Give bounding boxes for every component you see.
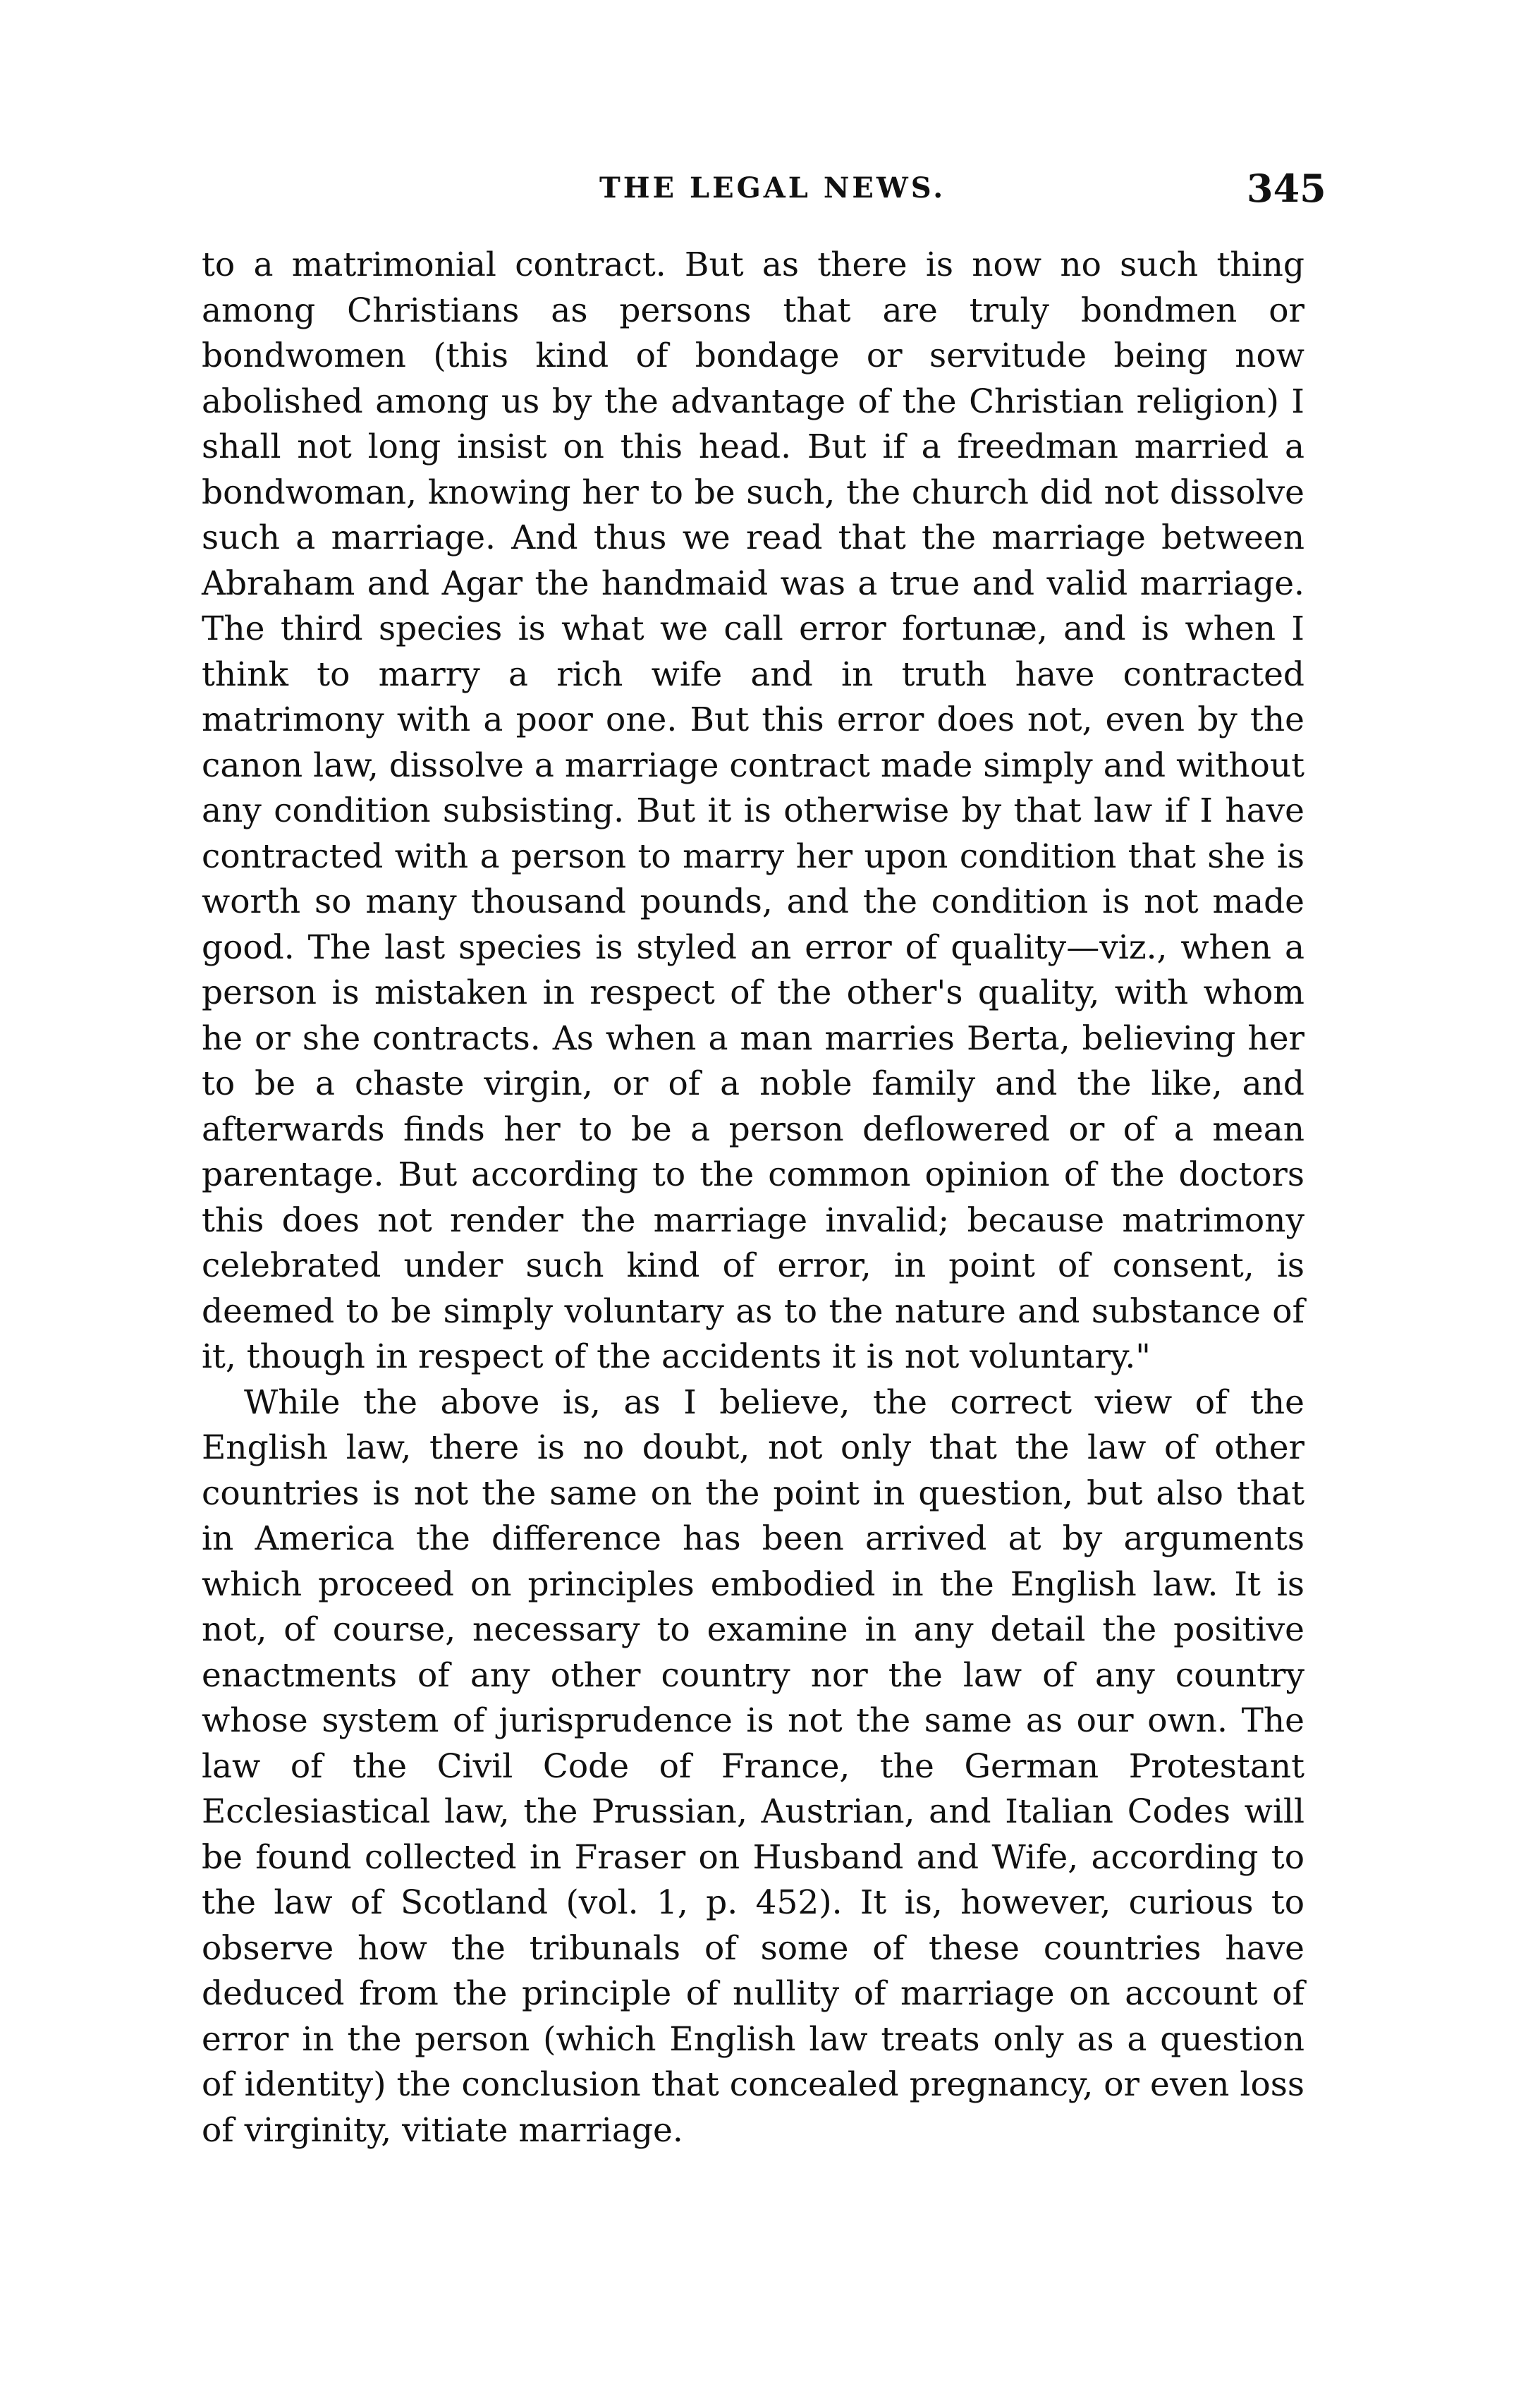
paragraph-2: While the above is, as I believe, the correct view of the English law, there is no doubt, not only that the law of other countries is not the same on the point in question, but also that in America the difference has been arrived at by arguments which proceed on principles embodied in the English law. It is not, of course, necessary to examine in any detail the positive enactments of any other country nor the law of any country whose system of jurisprudence is not the same as our own. The law of the Civil Code of France, the German Protestant Ecclesiastical law, the Prussian, Austrian, and Italian Codes will be found collected in Fraser on Husband and Wife, according to the law of Scotland (vol. 1, p. 452). It is, however, curious to observe how the tribunals of some of these countries have deduced from the principle of nullity of marriage on account of error in the person (which English law treats only as a question of identity) the conclusion that concealed pregnancy, or even loss of virginity, vitiate marriage. bbox=[202, 1382, 1304, 2150]
running-head bbox=[0, 166, 1540, 221]
page-number: 345 bbox=[1247, 166, 1326, 211]
running-title: THE LEGAL NEWS. bbox=[599, 171, 946, 205]
paragraph-1: to a matrimonial contract. But as there is now no such thing among Christians as persons that are truly bondmen or bondwomen (this kind of bondage or servitude being now abolished among us by the advantage of the Christian religion) I shall not long insist on this head. But if a freedman married a bondwoman, knowing her to be such, the church did not dissolve such a marriage. And thus we read that the marriage between Abraham and Agar the handmaid was a true and valid marriage. The third species is what we call error fortunæ, and is when I think to marry a rich wife and in truth have contracted matrimony with a poor one. But this error does not, even by the canon law, dissolve a marriage contract made simply and without any condition subsisting. But it is otherwise by that law if I have contracted with a person to marry her upon condition that she is worth so many thousand pounds, and the condition is not made good. The last species is styled an error of quality—viz., when a person is mistaken in respect of the other's quality, with whom he or she contracts. As when a man marries Berta, believing her to be a chaste virgin, or of a noble family and the like, and afterwards finds her to be a person deflowered or of a mean parentage. But according to the common opinion of the doctors this does not render the marriage invalid; because matrimony celebrated under such kind of error, in point of consent, is deemed to be simply voluntary as to the nature and substance of it, though in respect of the accidents it is not voluntary." bbox=[202, 245, 1304, 1376]
body-text bbox=[202, 243, 1304, 2153]
